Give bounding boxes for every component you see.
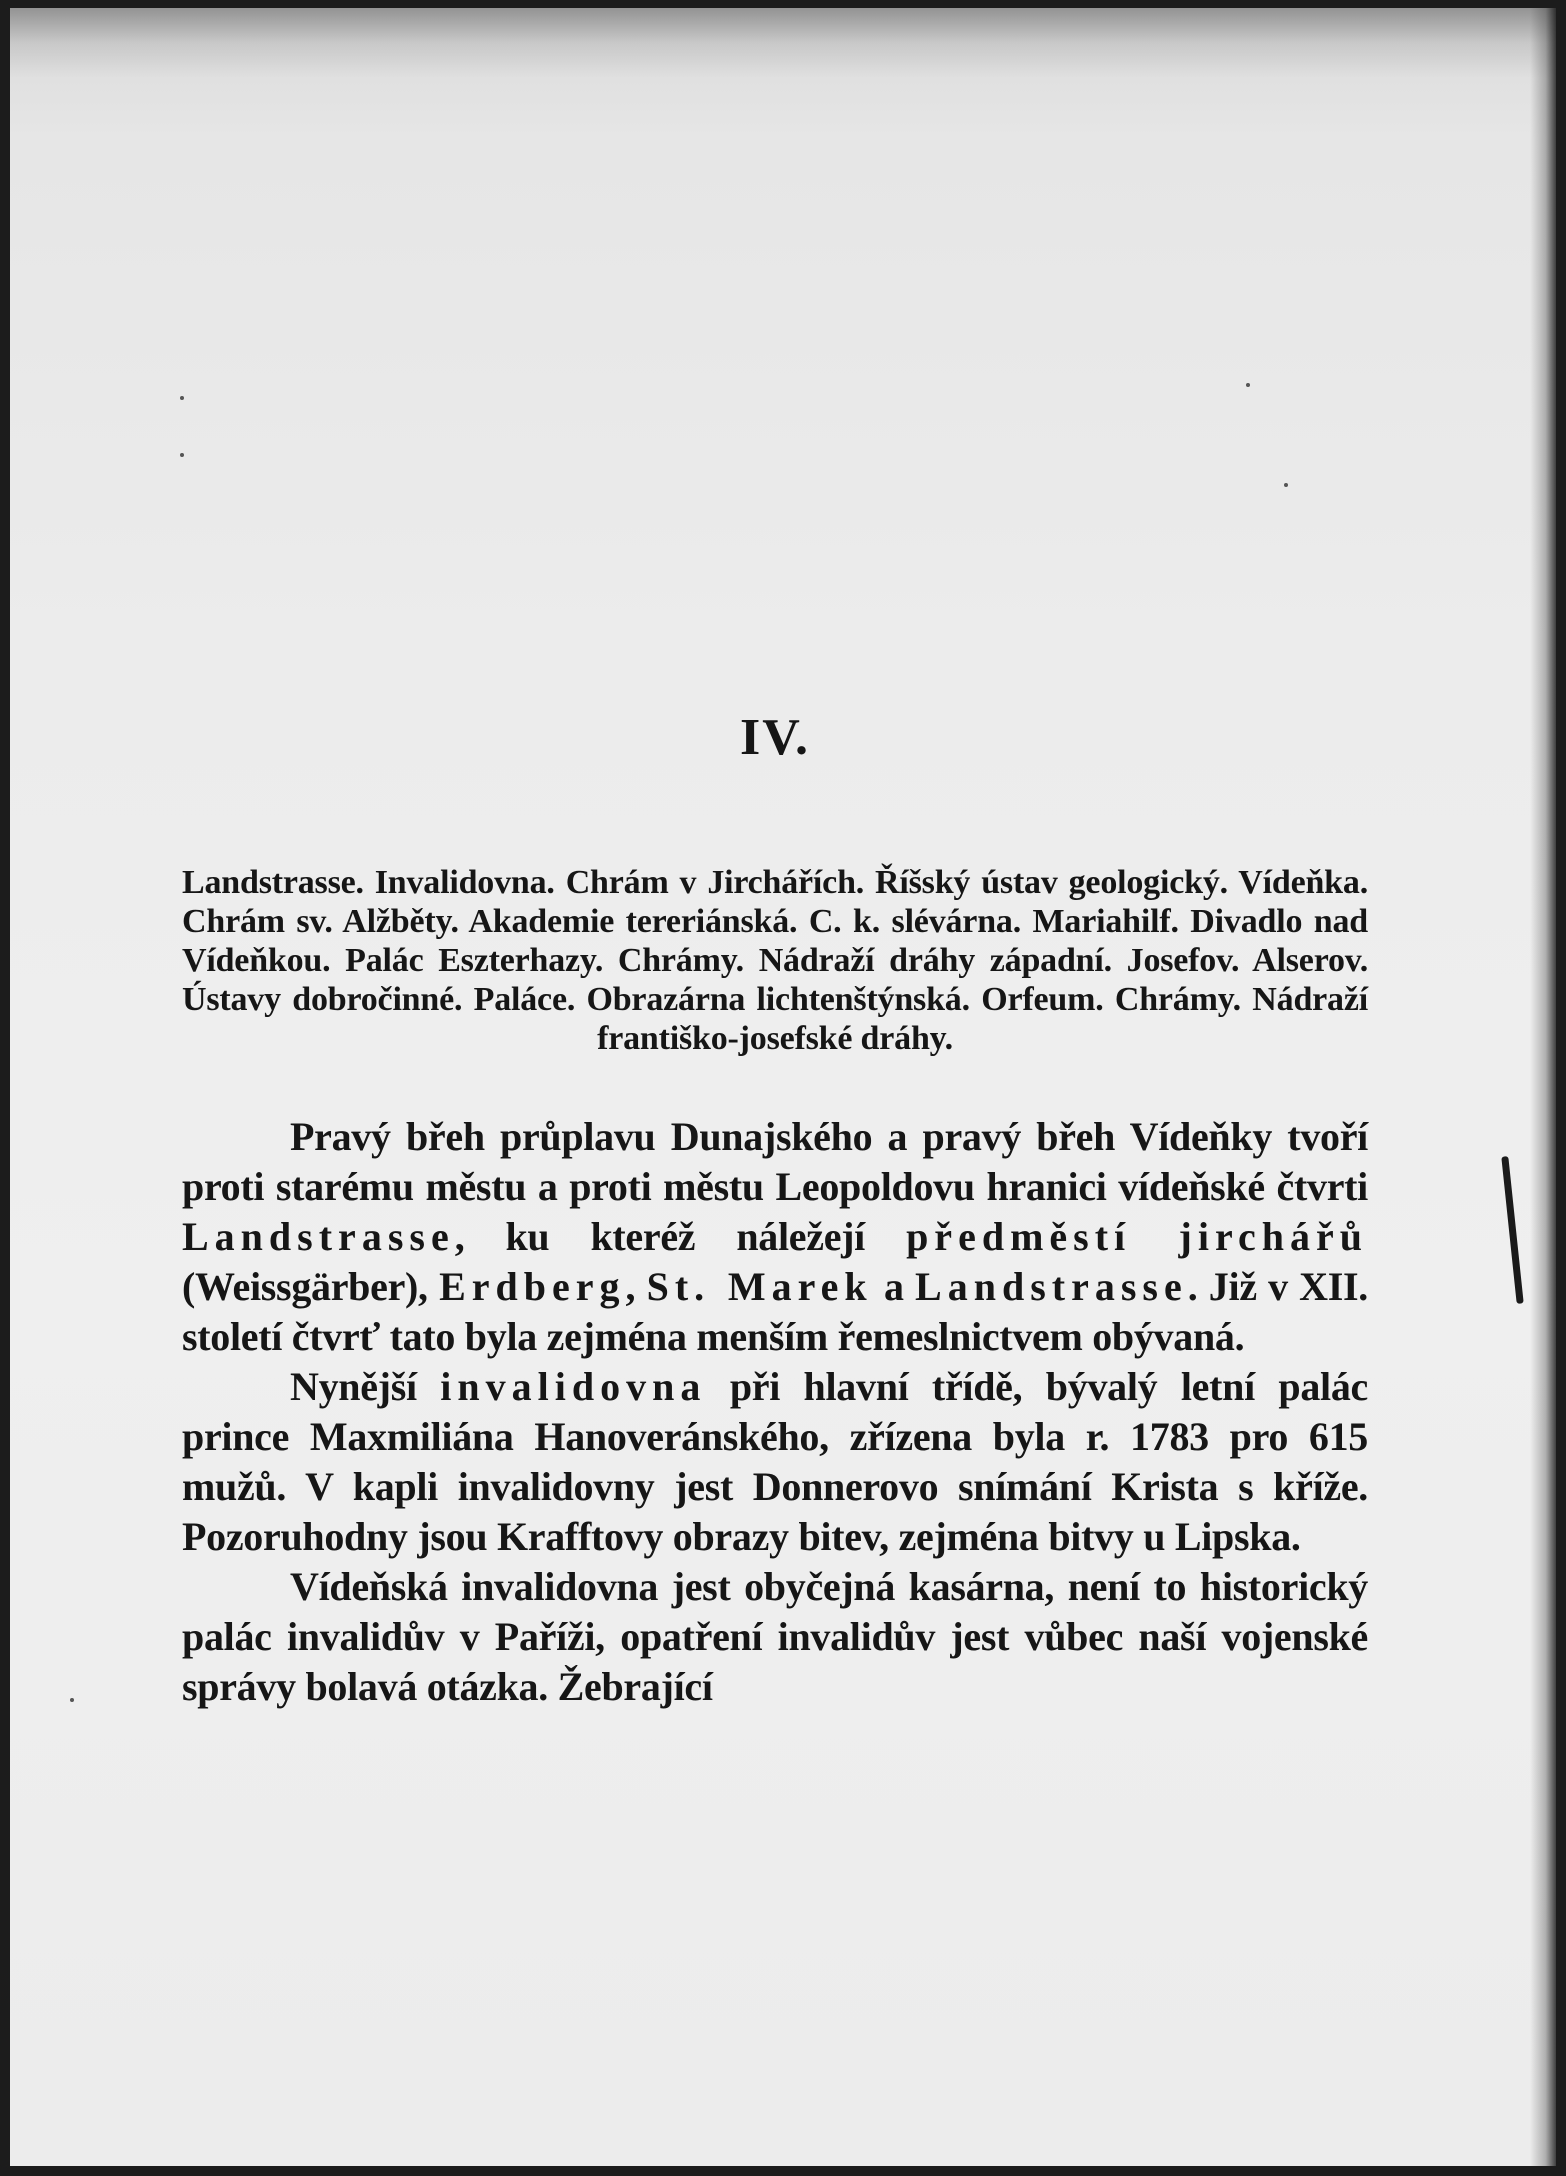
spaced-term: invalidovna [440, 1364, 707, 1409]
margin-pencil-mark [1501, 1156, 1523, 1304]
book-page [10, 8, 1556, 2166]
text-run: a [872, 1264, 916, 1309]
ink-speck [70, 1698, 74, 1702]
text-run: Nynější [290, 1364, 441, 1409]
ink-speck [180, 396, 184, 400]
text-run: při hlavní třídě, bývalý letní palác prince Maxmiliána Hanoveránského, zřízena byla r. 1783 pro 615 mužů. V kapli invalidovny jest Donnerovo snímání Krista s kříže. Pozoruhodny jsou Krafftovy obrazy bitev, zejména bitvy u Lipska. [182, 1364, 1368, 1559]
spaced-term: Landstrasse [182, 1214, 455, 1259]
ink-speck [180, 453, 184, 457]
spaced-term: Erdberg [439, 1264, 626, 1309]
spaced-term: St. Marek [646, 1264, 873, 1309]
paragraph-1 [182, 1112, 1368, 1362]
text-run: (Weissgärber), [182, 1264, 440, 1309]
text-run: , ku kteréž náležejí [454, 1214, 907, 1259]
page-content [182, 708, 1368, 1712]
page-top-shadow [10, 8, 1556, 78]
paragraph-2 [182, 1362, 1368, 1562]
chapter-heading: IV. [739, 709, 811, 766]
paragraph-3 [182, 1562, 1368, 1712]
text-run: , [625, 1264, 647, 1309]
spaced-term: předměstí jirchářů [906, 1214, 1368, 1259]
ink-speck [1284, 483, 1288, 487]
text-run: Pravý břeh průplavu Dunajského a pravý břeh Vídeňky tvoří proti starému městu a proti městu Leopoldovu hranici vídeňské čtvrti [182, 1114, 1368, 1209]
text-run: . Již v XII. století čtvrť tato byla zejména menším řemeslnictvem obývaná. [182, 1264, 1368, 1359]
page-right-shadow [1530, 8, 1556, 2166]
ink-speck [1246, 383, 1250, 387]
chapter-summary: Landstrasse. Invalidovna. Chrám v Jirchářích. Říšský ústav geologický. Vídeňka. Chrám sv. Alžběty. Akademie tereriánská. C. k. slévárna. Mariahilf. Divadlo nad Vídeňkou. Palác Eszterhazy. Chrámy. Nádraží dráhy západní. Josefov. Alserov. Ústavy dobročinné. Paláce. Obrazárna lichtenštýnská. Orfeum. Chrámy. Nádraží františko-josefské dráhy. [182, 864, 1368, 1057]
spaced-term: Landstrasse [915, 1264, 1188, 1309]
text-run: Vídeňská invalidovna jest obyčejná kasárna, není to historický palác invalidův v Paříži, opatření invalidův jest vůbec naší vojenské správy bolavá otázka. Žebrající [182, 1564, 1368, 1709]
